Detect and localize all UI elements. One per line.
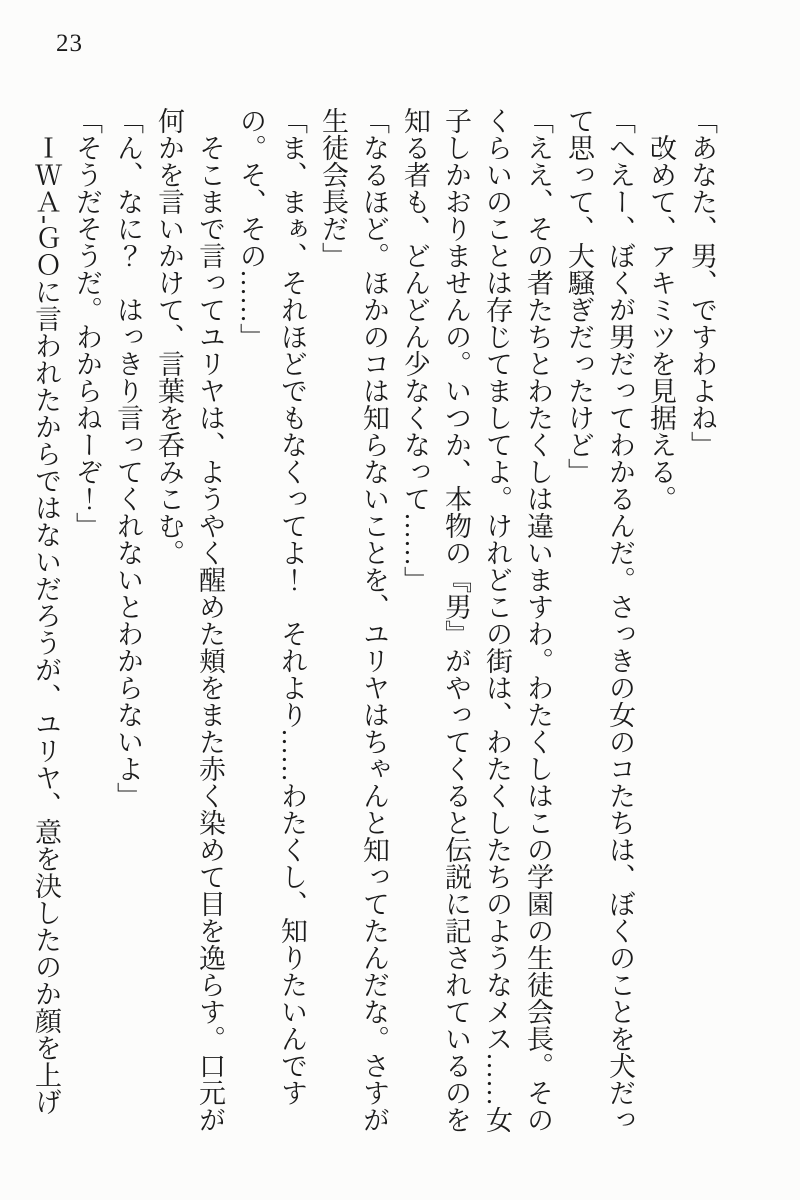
paragraph-dialogue: 「ま、まぁ、それほどでもなくってよ！ それより……わたくし、知りたいんですの。そ、その……」 [236, 107, 307, 1106]
paragraph-dialogue: 「なるほど。ほかのコは知らないことを、ユリヤはちゃんと知ってたんだな。さすが生徒会長だ」 [318, 107, 389, 1133]
paragraph-narrative: そこまで言ってユリヤは、ようやく醒めた頬をまた赤く染めて目を逸らす。口元が何かを言いかけて、言葉を呑みこむ。 [154, 107, 225, 1133]
page-number: 23 [56, 30, 83, 57]
paragraph-dialogue: 「へえー、ぼくが男だってわかるんだ。さっきの女のコたちは、ぼくのことを犬だって思って、大騒ぎだったけど」 [564, 107, 635, 1133]
paragraph-dialogue: 「ん、なに？ はっきり言ってくれないとわからないよ」 [113, 107, 143, 809]
paragraph-dialogue: 「ええ、その者たちとわたくしは違いますわ。わたくしはこの学園の生徒会長。そのくらいのことは存じてましてよ。けれどこの街は、わたくしたちのようなメス……女子しかおりませんの。いつか、本物の『男』がやってくると伝説に記されているのを知る者も、どんどん少なくなって……」 [400, 107, 553, 1133]
paragraph-narrative: 改めて、アキミツを見据える。 [646, 134, 676, 512]
paragraph-dialogue: 「そうだそうだ。わからねーぞ！」 [72, 107, 102, 539]
paragraph-dialogue: 「あなた、男、ですわよね」 [687, 107, 717, 458]
vertical-text-block [16, 107, 722, 1139]
paragraph-narrative: ＩＷＡ‐ＧＯに言われたからではないだろうが、ユリヤ、意を決したのか顔を上げ [31, 134, 61, 1115]
